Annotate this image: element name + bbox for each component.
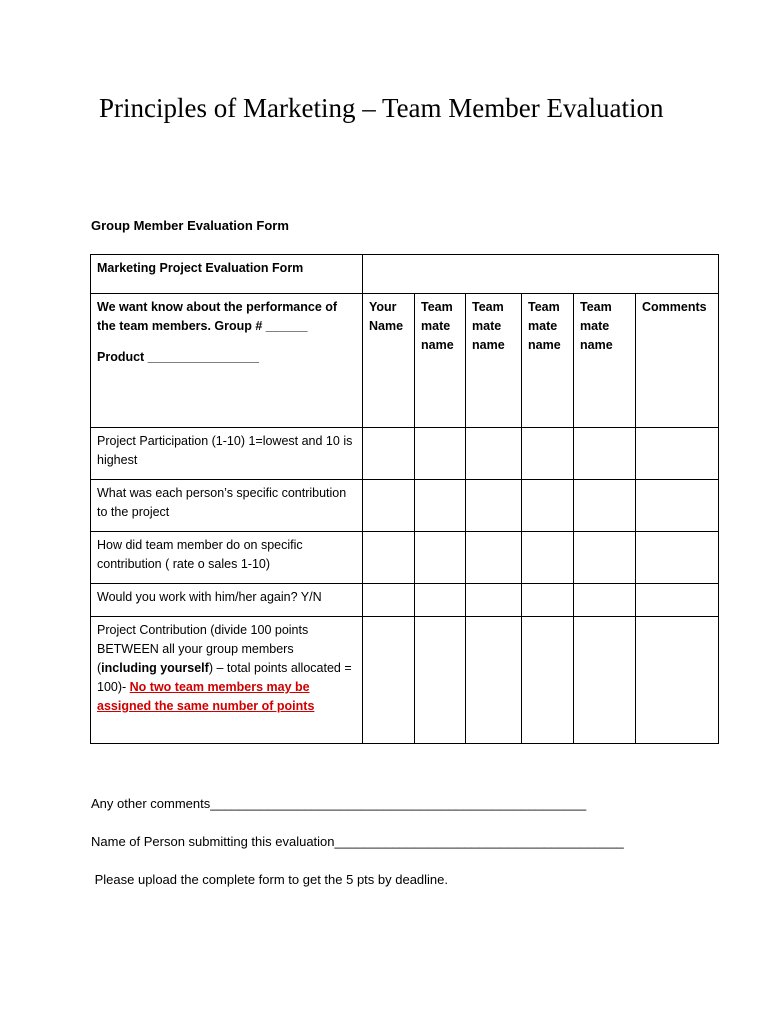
- table-title-blank[interactable]: [363, 255, 719, 294]
- row-label-contribution: What was each person’s specific contribution to the project: [91, 480, 363, 532]
- col-comments: Comments: [636, 294, 719, 428]
- table-header-row: [91, 294, 719, 428]
- upload-instruction: Please upload the complete form to get the 5 pts by deadline.: [91, 872, 449, 887]
- table-row: [91, 480, 719, 532]
- entry-cell[interactable]: [415, 480, 466, 532]
- entry-cell[interactable]: [522, 584, 574, 617]
- points-text-1: Project Contribution (divide 100 points BETWEEN all your group members (: [97, 623, 309, 675]
- entry-cell[interactable]: [574, 480, 636, 532]
- entry-cell[interactable]: [466, 617, 522, 744]
- entry-cell[interactable]: [415, 532, 466, 584]
- col-teammate-2: Team mate name: [466, 294, 522, 428]
- intro-cell[interactable]: [91, 294, 363, 428]
- intro-text: We want know about the performance of the team members. Group # ______: [97, 300, 338, 333]
- entry-cell[interactable]: [522, 480, 574, 532]
- row-label-points: [91, 617, 363, 744]
- table-title-row: [91, 255, 719, 294]
- entry-cell[interactable]: [466, 584, 522, 617]
- page-title: Principles of Marketing – Team Member Evaluation: [99, 93, 664, 123]
- entry-cell[interactable]: [415, 428, 466, 480]
- row-label-work-again: Would you work with him/her again? Y/N: [91, 584, 363, 617]
- other-comments-line[interactable]: Any other comments____________________________________________________: [91, 796, 587, 811]
- points-text-bold: including yourself: [101, 661, 209, 675]
- entry-cell[interactable]: [522, 428, 574, 480]
- entry-cell[interactable]: [466, 480, 522, 532]
- entry-cell[interactable]: [636, 532, 719, 584]
- entry-cell[interactable]: [574, 617, 636, 744]
- entry-cell[interactable]: [574, 532, 636, 584]
- entry-cell[interactable]: [522, 532, 574, 584]
- col-teammate-1: Team mate name: [415, 294, 466, 428]
- product-line: Product ________________: [97, 350, 259, 364]
- entry-cell[interactable]: [415, 584, 466, 617]
- entry-cell[interactable]: [415, 617, 466, 744]
- entry-cell[interactable]: [636, 480, 719, 532]
- points-text-2: ) – total points allocated = 100)-: [97, 661, 352, 694]
- entry-cell[interactable]: [363, 480, 415, 532]
- entry-cell[interactable]: [363, 428, 415, 480]
- row-label-participation: Project Participation (1-10) 1=lowest and 10 is highest: [91, 428, 363, 480]
- entry-cell[interactable]: [522, 617, 574, 744]
- entry-cell[interactable]: [636, 428, 719, 480]
- entry-cell[interactable]: [574, 428, 636, 480]
- col-teammate-3: Team mate name: [522, 294, 574, 428]
- entry-cell[interactable]: [363, 617, 415, 744]
- entry-cell[interactable]: [636, 617, 719, 744]
- entry-cell[interactable]: [466, 428, 522, 480]
- col-your-name: Your Name: [363, 294, 415, 428]
- entry-cell[interactable]: [636, 584, 719, 617]
- entry-cell[interactable]: [466, 532, 522, 584]
- form-subtitle: Group Member Evaluation Form: [91, 218, 289, 233]
- points-warning: No two team members may be assigned the same number of points: [97, 680, 315, 713]
- table-title: Marketing Project Evaluation Form: [91, 255, 363, 294]
- table-row: [91, 532, 719, 584]
- row-label-rating: How did team member do on specific contribution ( rate o sales 1-10): [91, 532, 363, 584]
- entry-cell[interactable]: [363, 584, 415, 617]
- entry-cell[interactable]: [574, 584, 636, 617]
- table-row: [91, 617, 719, 744]
- table-row: [91, 584, 719, 617]
- entry-cell[interactable]: [363, 532, 415, 584]
- submitter-name-line[interactable]: Name of Person submitting this evaluation________________________________________: [91, 834, 624, 849]
- evaluation-table: [90, 254, 719, 744]
- col-teammate-4: Team mate name: [574, 294, 636, 428]
- table-row: [91, 428, 719, 480]
